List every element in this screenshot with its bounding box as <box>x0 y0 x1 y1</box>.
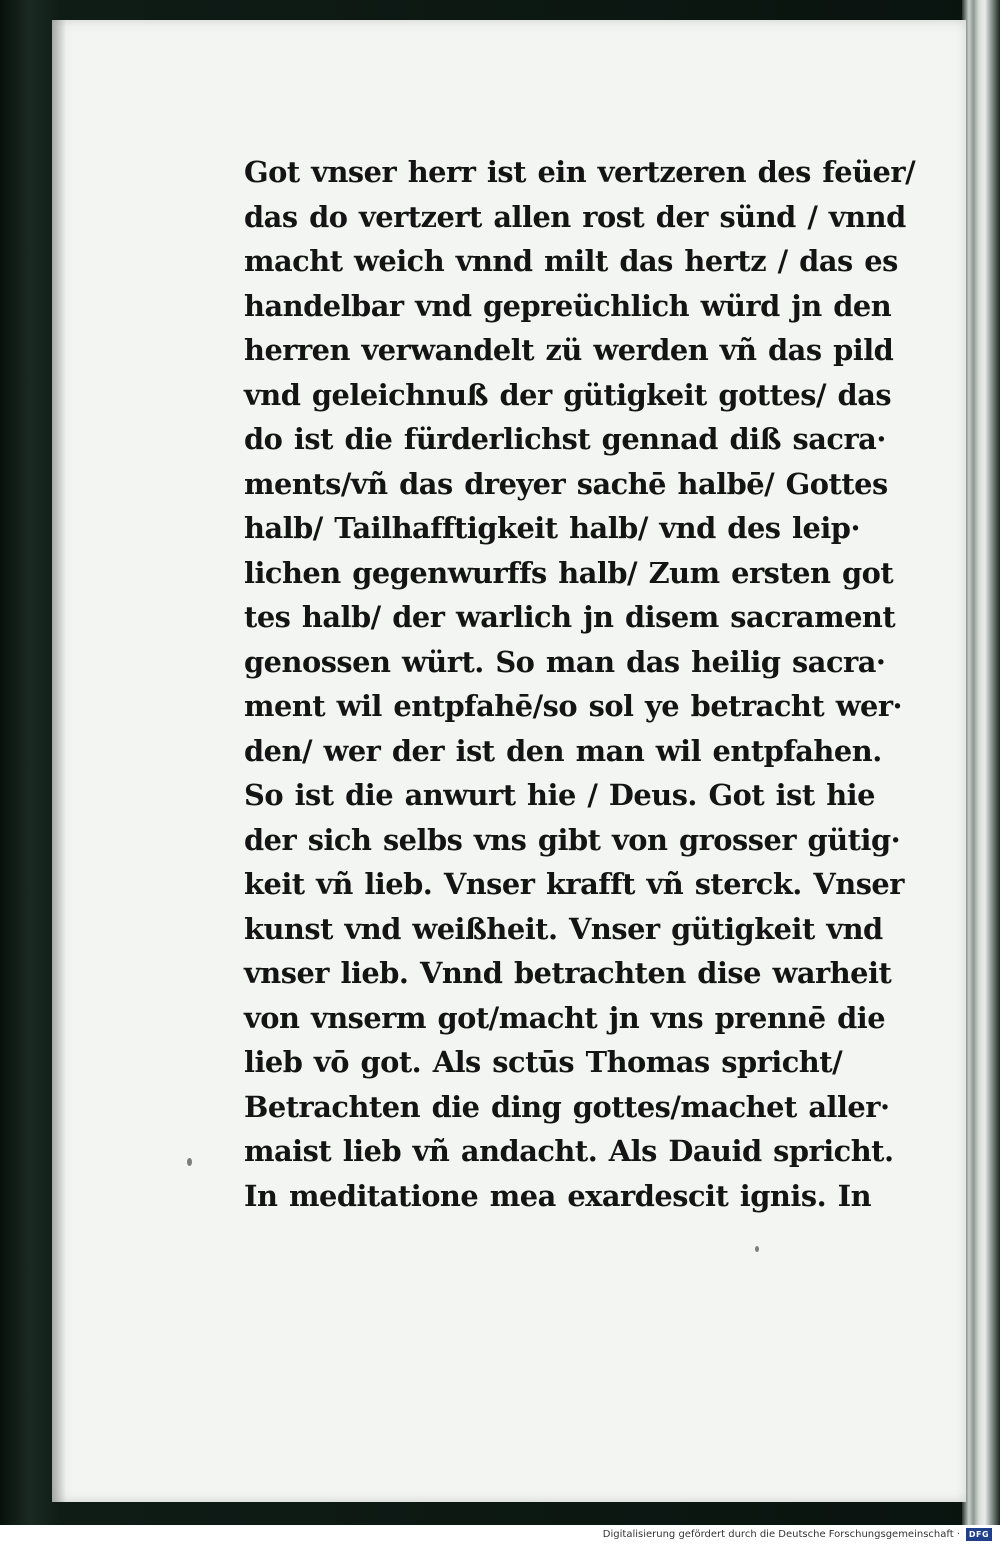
text-line: lieb vō got. Als sctūs Thomas spricht/ <box>244 1045 843 1079</box>
text-line: kunst vnd weißheit. Vnser gütigkeit vnd <box>244 911 883 946</box>
text-line: keit vñ lieb. Vnser krafft vñ sterck. Vnser <box>244 867 904 901</box>
dfg-logo: DFG <box>966 1528 992 1541</box>
text-line: So ist die anwurt hie / Deus. Got ist hie <box>244 778 875 812</box>
text-line: do ist die fürderlichst gennad diß sacra· <box>244 422 886 456</box>
text-line: halb/ Tailhafftigkeit halb/ vnd des leip· <box>244 511 861 545</box>
text-line: handelbar vnd gepreüchlich würd jn den <box>244 288 892 323</box>
text-line: den/ wer der ist den man wil entpfahen. <box>244 733 882 768</box>
text-line: ment wil entpfahē/so sol ye betracht wer· <box>244 689 903 723</box>
text-line: vnd geleichnuß der gütigkeit gottes/ das <box>244 377 892 412</box>
paper-speck <box>755 1246 759 1252</box>
digitization-footer <box>0 1525 1000 1545</box>
text-line: Got vnser herr ist ein vertzeren des feüer/ <box>244 155 916 189</box>
book-page-edges <box>962 0 1000 1525</box>
text-line: tes halb/ der warlich jn disem sacrament <box>244 600 896 634</box>
funding-credit: Digitalisierung gefördert durch die Deutsche Forschungsgemeinschaft · <box>602 1529 960 1540</box>
text-line: macht weich vnnd milt das hertz / das es <box>244 244 898 278</box>
text-line: lichen gegenwurffs halb/ Zum ersten got <box>244 555 894 590</box>
text-line: genossen würt. So man das heilig sacra· <box>244 644 886 679</box>
text-line: das do vertzert allen rost der sünd / vnnd <box>244 199 906 234</box>
text-line: In meditatione mea exardescit ignis. In <box>244 1178 872 1213</box>
text-line: vnser lieb. Vnnd betrachten dise warheit <box>244 956 892 990</box>
page-text-block <box>244 150 944 1218</box>
text-line: herren verwandelt zü werden vñ das pild <box>244 333 894 367</box>
text-line: Betrachten die ding gottes/machet aller· <box>244 1089 890 1124</box>
page-gutter-shadow <box>52 20 66 1502</box>
paper-speck <box>187 1158 192 1166</box>
text-line: der sich selbs vns gibt von grosser gütig· <box>244 822 901 857</box>
text-line: von vnserm got/macht jn vns prennē die <box>244 1000 886 1035</box>
text-line: ments/vñ das dreyer sachē halbē/ Gottes <box>244 466 888 501</box>
text-line: maist lieb vñ andacht. Als Dauid spricht. <box>244 1134 894 1168</box>
